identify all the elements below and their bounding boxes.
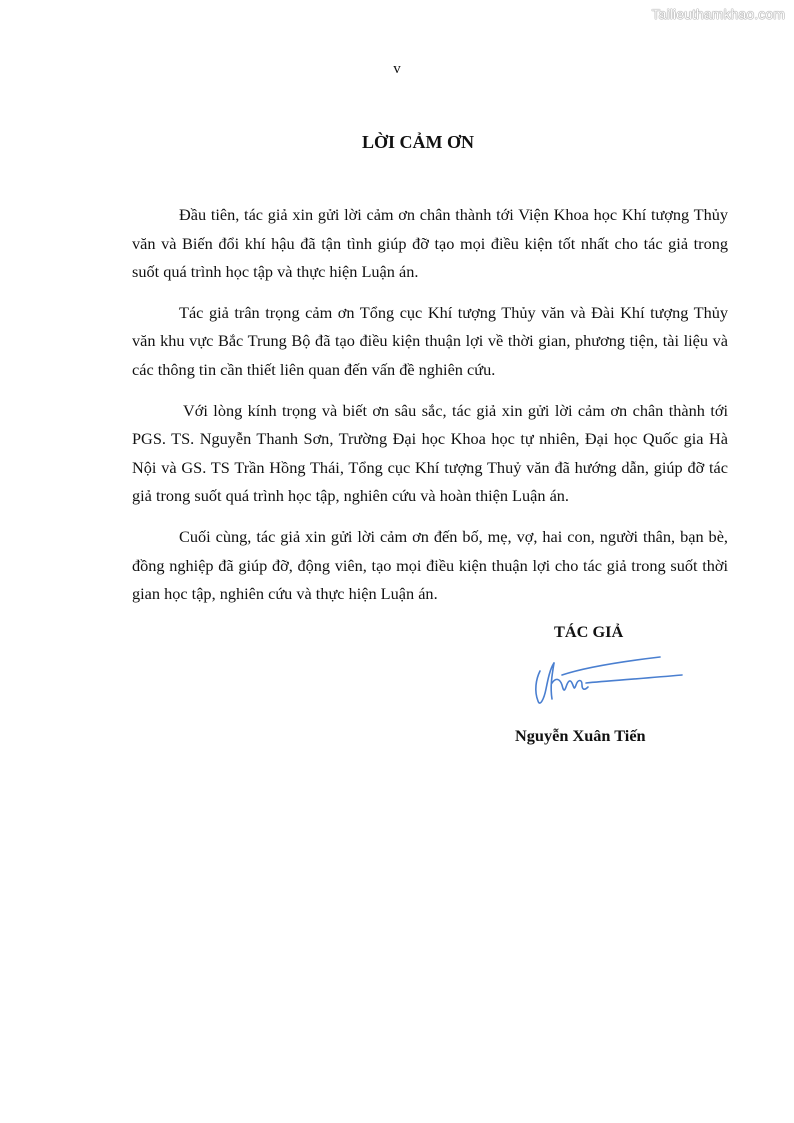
paragraph-2: Tác giả trân trọng cảm ơn Tổng cục Khí tượng Thủy văn và Đài Khí tượng Thủy văn khu vực Bắc Trung Bộ đã tạo điều kiện thuận lợi về thời gian, phương tiện, tài liệu và các thông tin cần thiết liên quan đến vấn đề nghiên cứu. <box>132 302 728 379</box>
signature-role: TÁC GIẢ <box>554 622 624 641</box>
paragraph-3: Với lòng kính trọng và biết ơn sâu sắc, tác giả xin gửi lời cảm ơn chân thành tới PGS. TS. Nguyễn Thanh Sơn, Trường Đại học Khoa học tự nhiên, Đại học Quốc gia Hà Nội và GS. TS Trần Hồng Thái, Tổng cục Khí tượng Thuỷ văn đã hướng dẫn, giúp đỡ tác giả trong suốt quá trình học tập, nghiên cứu và hoàn thiện Luận án. <box>132 400 728 506</box>
page-number <box>0 61 794 78</box>
paragraph-4: Cuối cùng, tác giả xin gửi lời cảm ơn đến bố, mẹ, vợ, hai con, người thân, bạn bè, đồng nghiệp đã giúp đỡ, động viên, tạo mọi điều kiện thuận lợi cho tác giả trong suốt thời gian học tập, nghiên cứu và thực hiện Luận án. <box>132 526 728 604</box>
signature-name: Nguyễn Xuân Tiến <box>515 726 646 745</box>
acknowledgement-body <box>132 201 728 621</box>
page-title: LỜI CẢM ƠN <box>362 132 474 152</box>
watermark: Tailieuthamkhao.com <box>651 6 785 22</box>
handwritten-signature <box>526 649 684 715</box>
page-number-text: v <box>393 61 401 77</box>
signature-block <box>500 621 700 761</box>
paragraph-1: Đầu tiên, tác giả xin gửi lời cảm ơn chân thành tới Viện Khoa học Khí tượng Thủy văn và Biến đổi khí hậu đã tận tình giúp đỡ tạo mọi điều kiện tốt nhất cho tác giả trong suốt quá trình học tập và thực hiện Luận án. <box>132 205 728 282</box>
